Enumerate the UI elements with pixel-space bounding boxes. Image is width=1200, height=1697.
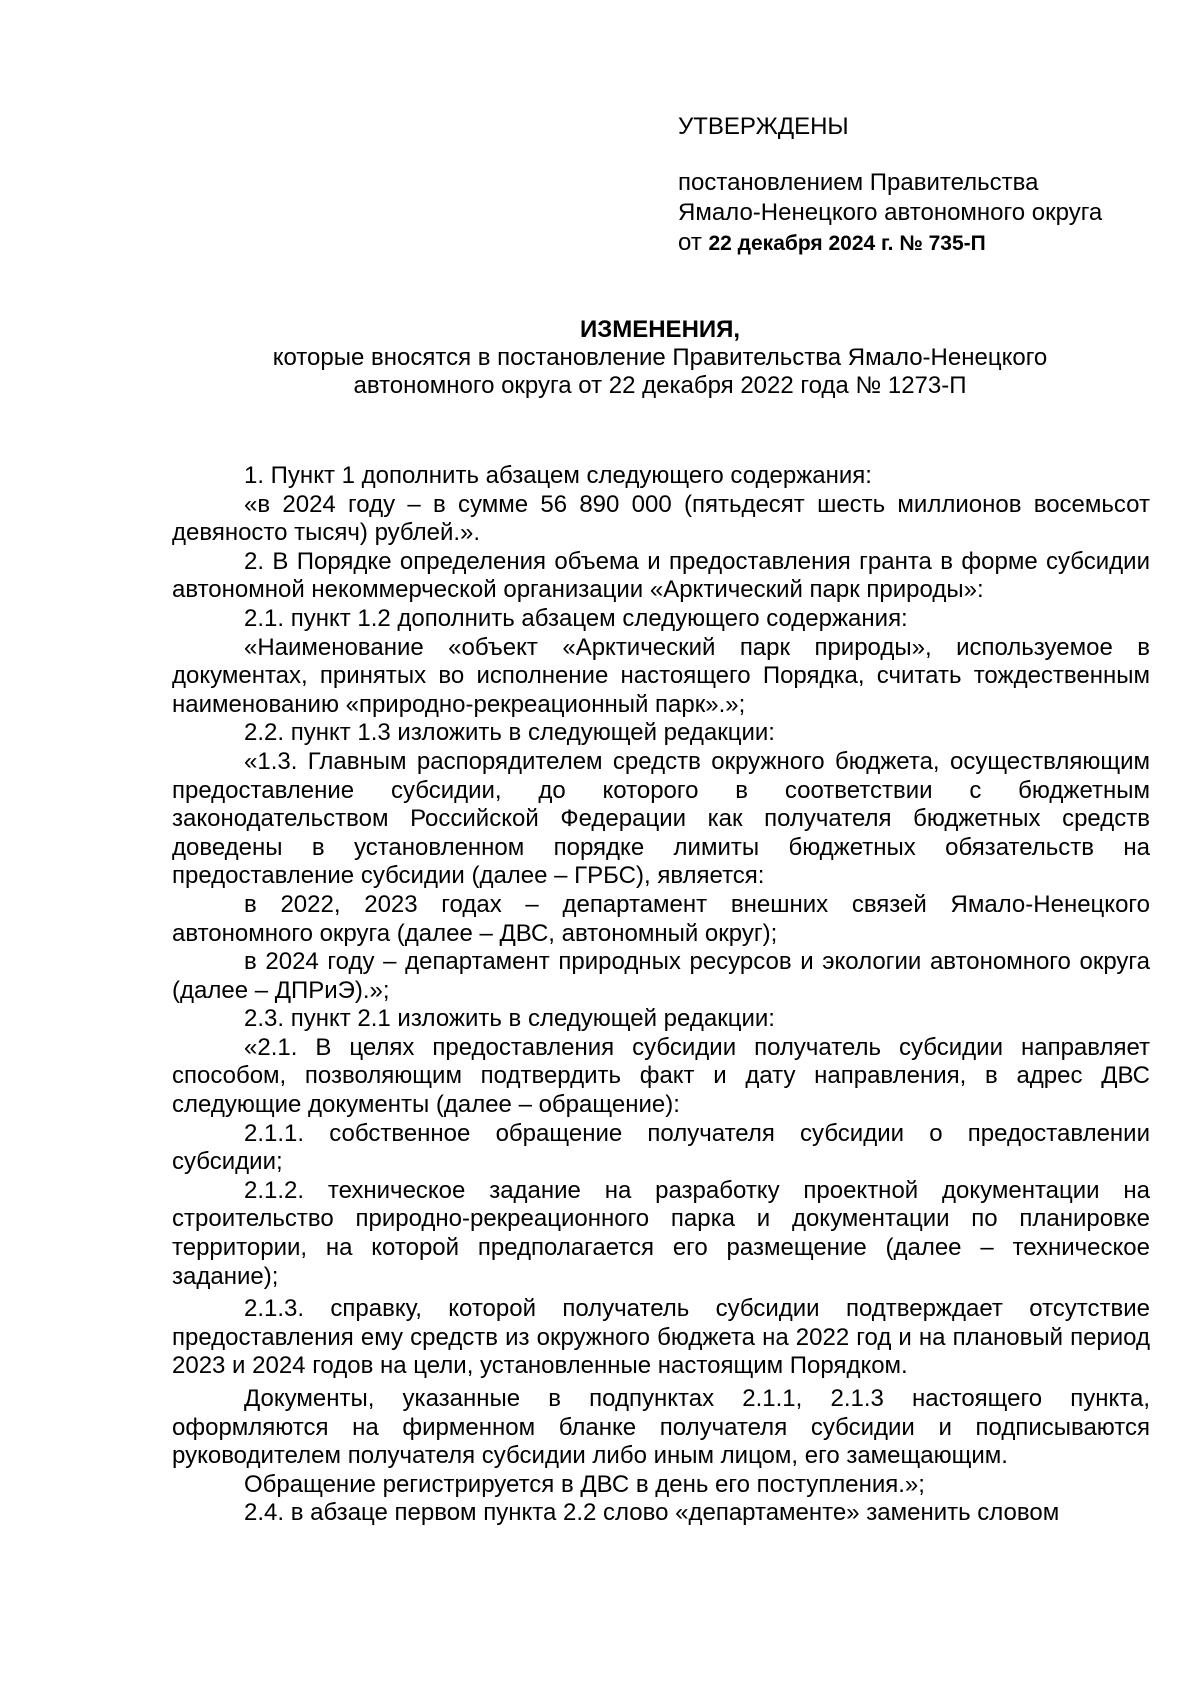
paragraph: в 2022, 2023 годах – департамент внешних связей Ямало-Ненецкого автономного округа (далее – ДВС, автономный округ); — [172, 890, 1150, 947]
approval-line-2: Ямало-Ненецкого автономного округа — [678, 199, 1103, 226]
paragraph: 2.1.3. справку, которой получатель субсидии подтверждает отсутствие предоставления ему средств из окружного бюджета на 2022 год и на плановый период 2023 и 2024 годов на цели, установленные настоящим Порядком. — [172, 1295, 1150, 1380]
paragraph: 2.1.2. техническое задание на разработку проектной документации на строительство природно-рекреационного парка и документации по планировке территории, на которой предполагается его размещение (далее – техническое задание); — [172, 1176, 1150, 1290]
paragraph: «в 2024 году – в сумме 56 890 000 (пятьдесят шесть миллионов восемьсот девяносто тысяч) рублей.». — [172, 490, 1150, 547]
paragraph: 2.1. пункт 1.2 дополнить абзацем следующего содержания: — [244, 604, 908, 632]
document-subtitle-line-1: которые вносятся в постановление Правительства Ямало-Ненецкого — [272, 344, 1048, 371]
document-subtitle-line-2: автономного округа от 22 декабря 2022 года № 1273-П — [353, 372, 967, 399]
paragraph: 2. В Порядке определения объема и предоставления гранта в форме субсидии автономной некоммерческой организации «Арктический парк природы»: — [172, 547, 1150, 604]
paragraph: «Наименование «объект «Арктический парк природы», используемое в документах, принятых во исполнение настоящего Порядка, считать тождественным наименованию «природно-рекреационный парк».»; — [172, 633, 1150, 718]
paragraph: 2.4. в абзаце первом пункта 2.2 слово «департаменте» заменить словом — [244, 1499, 1060, 1527]
paragraph: Обращение регистрируется в ДВС в день его поступления.»; — [244, 1470, 925, 1498]
document-heading — [170, 316, 1150, 400]
paragraph: Документы, указанные в подпунктах 2.1.1, 2.1.3 настоящего пункта, оформляются на фирменном бланке получателя субсидии и подписываются руководителем получателя субсидии либо иным лицом, его замещающим. — [172, 1385, 1150, 1470]
paragraph: 2.3. пункт 2.1 изложить в следующей редакции: — [244, 1005, 775, 1033]
paragraph: 1. Пункт 1 дополнить абзацем следующего содержания: — [244, 462, 872, 489]
paragraph: в 2024 году – департамент природных ресурсов и экологии автономного округа (далее – ДПРиЭ).»; — [172, 948, 1150, 1004]
approved-label: УТВЕРЖДЕНЫ — [678, 113, 849, 140]
document-title: ИЗМЕНЕНИЯ, — [579, 316, 741, 343]
approval-date-prefix: от — [678, 229, 702, 256]
paragraph: «1.3. Главным распорядителем средств окружного бюджета, осуществляющим предоставление субсидии, до которого в соответствии с бюджетным законодательством Российской Федерации как получателя бюджетных средств доведены в установленном порядке лимиты бюджетных обязательств на предоставление субсидии (далее – ГРБС), является: — [172, 747, 1150, 890]
paragraph: «2.1. В целях предоставления субсидии получатель субсидии направляет способом, позволяющим подтвердить факт и дату направления, в адрес ДВС следующие документы (далее – обращение): — [172, 1033, 1150, 1119]
paragraph: 2.2. пункт 1.3 изложить в следующей редакции: — [244, 719, 775, 747]
approval-block — [678, 112, 1158, 259]
paragraph: 2.1.1. собственное обращение получателя субсидии о предоставлении субсидии; — [172, 1119, 1150, 1176]
approval-date-line — [678, 228, 1158, 259]
document-body — [172, 462, 1150, 1528]
approval-line-1: постановлением Правительства — [678, 169, 1039, 196]
approval-date: 22 декабря 2024 г. № 735-П — [708, 232, 986, 255]
